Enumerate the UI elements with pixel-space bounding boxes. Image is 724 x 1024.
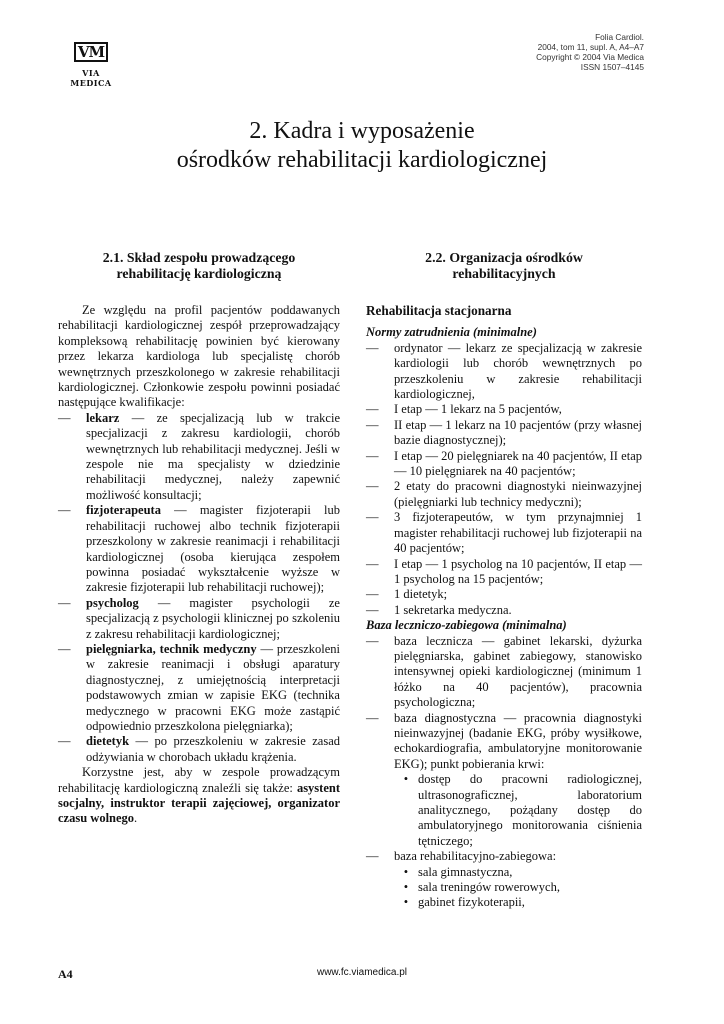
list-item: — I etap — 1 lekarz na 5 pacjentów, (366, 402, 562, 417)
list-item: — I etap — 1 psycholog na 10 pacjentów, II etap — 1 psycholog na 15 pacjentów; (366, 556, 642, 586)
section-heading-2-2: 2.2. Organizacja ośrodków rehabilitacyjnych (425, 250, 583, 281)
section-subheading: Rehabilitacja stacjonarna (366, 303, 512, 318)
list-item: — 1 sekretarka medyczna. (366, 602, 512, 617)
list-item: — ordynator — lekarz ze specjalizacją w zakresie kardiologii lub chorób wewnętrznych po przeszkoleniu w zakresie rehabilitacji kardiologicznej, (366, 340, 642, 402)
left-column (58, 250, 340, 827)
issn: ISSN 1507–4145 (580, 62, 644, 72)
list-item: — baza lecznicza — gabinet lekarski, dyżurka pielęgniarska, gabinet zabiegowy, stanowisko intensywnej opieki kardiologicznej (minimum 1 łóżko na 40 pacjentów), pracownia psychologiczna; (366, 633, 642, 710)
bullet-item: • sala treningów rowerowych, (403, 880, 560, 895)
base-heading: Baza leczniczo-zabiegowa (minimalna) (366, 618, 567, 633)
title-line-2: ośrodków rehabilitacji kardiologicznej (176, 147, 548, 173)
page-number: A4 (58, 967, 73, 981)
bullet-list (366, 772, 642, 849)
list-item: — pielęgniarka, technik medyczny — przeszkoleni w zakresie reanimacji i obsługi aparatury diagnostycznej, z umiejętnością interpretacji podstawowych zmian w zapisie EKG (technika medycznego w pracowni EKG może zastąpić odpowiednio przeszkolona pielęgniarka); (58, 641, 341, 733)
list-item: — 3 fizjoterapeutów, w tym przynajmniej 1 magister rehabilitacji ruchowej lub fizjoterapii na 40 pacjentów; (366, 510, 642, 556)
list-item: — II etap — 1 lekarz na 10 pacjentów (przy własnej bazie diagnostycznej); (366, 417, 642, 448)
norms-list (366, 341, 642, 618)
logo-mark: VM (74, 42, 108, 62)
list-item: — lekarz — ze specjalizacją lub w trakcie specjalizacji z zakresu kardiologii, chorób wewnętrznych lub rehabilitacji medycznej. Jeśli w zespole nie ma specjalisty w dziedzinie rehabilitacji medycznej, należy zapewnić możliwość konsultacji; (58, 410, 340, 502)
list-item: — baza rehabilitacyjno-zabiegowa: (366, 849, 557, 864)
bullet-item: • dostęp do pracowni radiologicznej, ultrasonograficznej, laboratorium analitycznego, pożądany dostęp do ambulatoryjnego monitorowania ciśnienia tętniczego; (403, 772, 642, 848)
qualification-list (58, 411, 340, 765)
publication-info (536, 32, 644, 72)
norms-heading: Normy zatrudnienia (minimalne) (366, 325, 537, 340)
bullet-list (366, 865, 642, 911)
list-item: — fizjoterapeuta — magister fizjoterapii lub rehabilitacji ruchowej albo technik fizjoterapii przeszkolony w zakresie reanimacji i rehabilitacji kardiologicznej (osoba kierująca zespołem powinna posiadać wykształcenie wyższe w zakresie fizjoterapii lub rehabilitacji ruchowej); (58, 503, 340, 595)
bullet-item: • gabinet fizykoterapii, (403, 895, 525, 910)
intro-paragraph: Ze względu na profil pacjentów poddawanych rehabilitacji kardiologicznej zespół przeprowadzający kompleksową rehabilitację powinien być kierowany przez lekarza kardiologa lub specjalistę chorób wewnętrznych przeszkolonego w zakresie rehabilitacji kardiologicznej. Członkowie zespołu powinni posiadać następujące kwalifikacje: (58, 303, 340, 410)
page-title (0, 117, 724, 175)
title-line-1: 2. Kadra i wyposażenie (249, 118, 475, 144)
list-item: — psycholog — magister psychologii ze specjalizacją z psychologii klinicznej po szkoleniu z zakresu rehabilitacji kardiologicznej; (58, 595, 340, 641)
section-heading-2-1: 2.1. Skład zespołu prowadzącego rehabilitację kardiologiczną (102, 250, 296, 281)
list-item: — 2 etaty do pracowni diagnostyki nieinwazyjnej (pielęgniarki lub technicy medyczni); (366, 479, 642, 509)
closing-paragraph: Korzystne jest, aby w zespole prowadzącym rehabilitację kardiologiczną znaleźli się także: asystent socjalny, instruktor terapii zajęciowej, organizator czasu wolnego. (58, 765, 340, 826)
right-column (366, 250, 642, 911)
list-item: — I etap — 20 pielęgniarek na 40 pacjentów, II etap — 10 pielęgniarek na 40 pacjentów; (366, 448, 642, 479)
journal-name: Folia Cardiol. (595, 32, 644, 42)
list-item: — baza diagnostyczna — pracownia diagnostyki nieinwazyjnej (badanie EKG, próby wysiłkowe, echokardiografia, ambulatoryjne monitorowanie EKG); punkt pobierania krwi: (366, 710, 642, 771)
bullet-item: • sala gimnastyczna, (403, 864, 513, 879)
copyright: Copyright © 2004 Via Medica (536, 52, 644, 62)
publisher-logo (60, 42, 122, 88)
journal-issue: 2004, tom 11, supl. A, A4–A7 (537, 42, 644, 52)
list-item: — dietetyk — po przeszkoleniu w zakresie zasad odżywiania w chorobach układu krążenia. (58, 734, 340, 764)
list-item: — 1 dietetyk; (366, 587, 448, 602)
logo-text: VIA MEDICA (70, 68, 112, 88)
journal-url: www.fc.viamedica.pl (316, 967, 408, 978)
